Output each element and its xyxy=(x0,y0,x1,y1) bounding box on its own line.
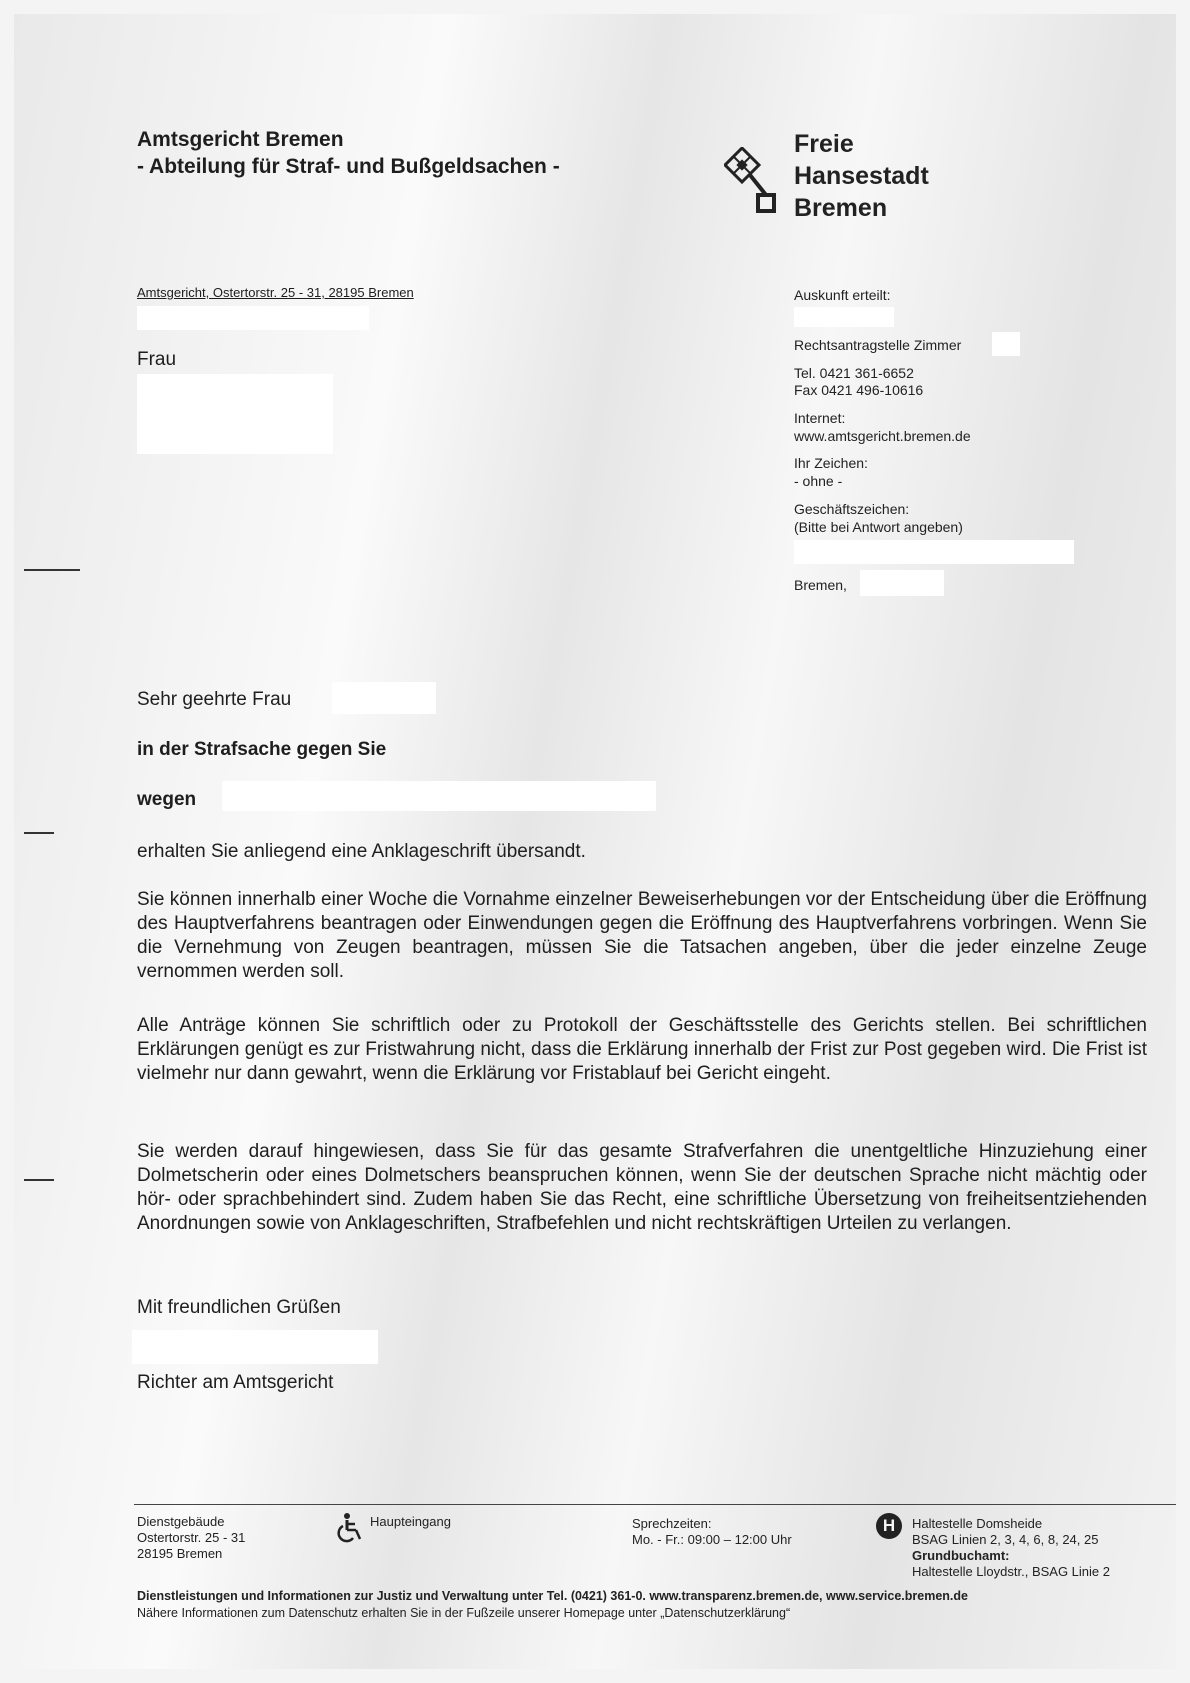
footer-rule xyxy=(134,1504,1176,1505)
ihr-zeichen-label: Ihr Zeichen: xyxy=(794,455,868,471)
logo-line-2: Hansestadt xyxy=(794,162,929,190)
grundbuchamt-label: Grundbuchamt: xyxy=(912,1548,1010,1563)
building-street: Ostertorstr. 25 - 31 xyxy=(137,1530,246,1545)
zimmer-label: Rechtsantragstelle Zimmer xyxy=(794,337,962,353)
redacted-contact-person xyxy=(794,307,894,327)
wheelchair-icon xyxy=(334,1512,364,1549)
closing: Mit freundlichen Grüßen xyxy=(137,1297,341,1318)
redacted-offense xyxy=(222,781,656,811)
redacted-file-number xyxy=(794,540,1074,564)
redacted-recipient-surname xyxy=(332,682,436,714)
auskunft-label: Auskunft erteilt: xyxy=(794,287,891,303)
geschaeftszeichen-hint: (Bitte bei Antwort angeben) xyxy=(794,519,963,535)
case-line: in der Strafsache gegen Sie xyxy=(137,739,387,760)
paragraph-2: Sie können innerhalb einer Woche die Vornahme einzelner Beweiserhebungen vor der Entscheidung über die Eröffnung des Hauptverfahrens beantragen oder Einwendungen gegen die Eröffnung des Hauptverfahrens vorbringen. Wenn Sie die Vernehmung von Zeugen beantragen, müssen Sie die Tatsachen angeben, über die jeder einzelne Zeuge vernommen werden soll. xyxy=(137,889,1147,982)
footer-privacy-line: Nähere Informationen zum Datenschutz erhalten Sie in der Fußzeile unserer Homepage unter „Datenschutzerklärung“ xyxy=(137,1606,791,1620)
fold-mark xyxy=(24,1179,54,1181)
redacted-room-number xyxy=(992,332,1020,356)
fax: Fax 0421 496-10616 xyxy=(794,382,924,398)
date-label: Bremen, xyxy=(794,577,847,593)
wegen-label: wegen xyxy=(137,789,197,810)
recipient-title: Frau xyxy=(137,349,177,370)
footer-building xyxy=(137,1514,245,1562)
court-department: - Abteilung für Straf- und Bußgeldsachen - xyxy=(137,155,560,178)
paragraph-4: Sie werden darauf hingewiesen, dass Sie für das gesamte Strafverfahren die unentgeltliche Hinzuziehung einer Dolmetscherin oder eines Dolmetschers beanspruchen können, wenn Sie der deutschen Sprache nicht mächtig oder hör- oder sprachbehindert sind. Zudem haben Sie das Recht, eine schriftliche Übersetzung von freiheitsentziehenden Anordnungen sowie von Anklageschriften, Strafbefehlen und nicht rechtskräftigen Urteilen zu verlangen. xyxy=(137,1141,1147,1234)
bremen-key-icon xyxy=(724,147,778,224)
redacted-date xyxy=(860,570,944,596)
signature-title: Richter am Amtsgericht xyxy=(137,1372,334,1393)
footer-transit xyxy=(912,1516,1110,1580)
footer-hours xyxy=(632,1516,792,1548)
stop-1: Haltestelle Domsheide xyxy=(912,1516,1043,1531)
court-name: Amtsgericht Bremen xyxy=(137,128,344,151)
greeting: Sehr geehrte Frau xyxy=(137,689,292,710)
logo-line-3: Bremen xyxy=(794,194,888,222)
building-label: Dienstgebäude xyxy=(137,1514,225,1529)
telephone: Tel. 0421 361-6652 xyxy=(794,365,914,381)
footer-info-line: Dienstleistungen und Informationen zur Justiz und Verwaltung unter Tel. (0421) 361-0. www.transparenz.bremen.de, www.service.bremen.de xyxy=(137,1589,968,1603)
fold-mark xyxy=(24,569,80,571)
sender-address-line: Amtsgericht, Ostertorstr. 25 - 31, 28195 Bremen xyxy=(137,285,414,300)
fold-mark xyxy=(24,832,54,834)
internet-label: Internet: xyxy=(794,410,846,426)
redacted-recipient-name xyxy=(137,306,369,330)
bus-stop-icon: H xyxy=(876,1513,902,1539)
logo-line-1: Freie xyxy=(794,130,854,158)
stop-2: Haltestelle Lloydstr., BSAG Linie 2 xyxy=(912,1564,1110,1579)
entrance-label: Haupteingang xyxy=(370,1514,451,1529)
redacted-signature xyxy=(132,1330,378,1364)
hours-value: Mo. - Fr.: 09:00 – 12:00 Uhr xyxy=(632,1532,792,1547)
stop-1-lines: BSAG Linien 2, 3, 4, 6, 8, 24, 25 xyxy=(912,1532,1099,1547)
letter-page xyxy=(14,14,1176,1669)
paragraph-1: erhalten Sie anliegend eine Anklageschrift übersandt. xyxy=(137,841,586,862)
logo-wordmark xyxy=(794,128,929,224)
redacted-recipient-address xyxy=(137,374,333,454)
ihr-zeichen-value: - ohne - xyxy=(794,473,843,489)
hours-label: Sprechzeiten: xyxy=(632,1516,712,1531)
internet-url: www.amtsgericht.bremen.de xyxy=(794,428,971,444)
geschaeftszeichen-label: Geschäftszeichen: xyxy=(794,501,910,517)
building-city: 28195 Bremen xyxy=(137,1546,223,1561)
paragraph-3: Alle Anträge können Sie schriftlich oder zu Protokoll der Geschäftsstelle des Gerichts stellen. Bei schriftlichen Erklärungen genügt es zur Fristwahrung nicht, dass die Erklärung innerhalb der Frist zur Post gegeben wird. Die Frist ist vielmehr nur dann gewahrt, wenn die Erklärung vor Fristablauf bei Gericht eingeht. xyxy=(137,1015,1147,1084)
